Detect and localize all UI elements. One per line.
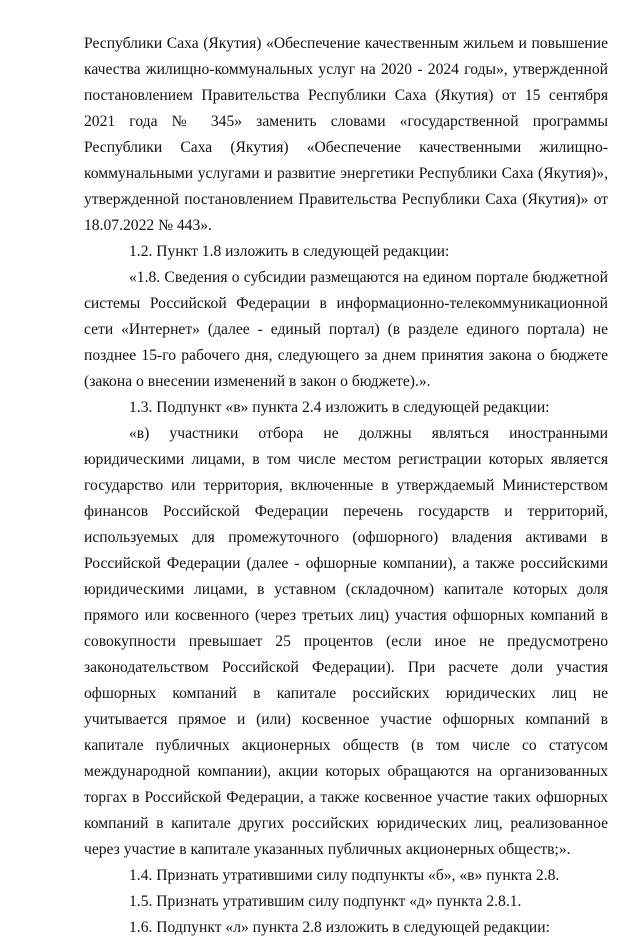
- paragraph-item-1-4: 1.4. Признать утратившими силу подпункты «б», «в» пункта 2.8.: [129, 867, 560, 884]
- paragraph-continuation: Республики Саха (Якутия) «Обеспечение качественным жильем и повышение качества жилищно-коммунальных услуг на 2020 - 2024 годы», утвержденной постановлением Правительства Республики Саха (Якутия) от 15 сентября 2021 года № 345» заменить словами «государственной программы Республики Саха (Якутия) «Обеспечение качественными жилищно-коммунальными услугами и развитие энергетики Республики Саха (Якутия)», утвержденной постановлением Правительства Республики Саха (Якутия)» от 18.07.2022 № 443».: [84, 35, 608, 234]
- paragraph-quote-subitem-v: «в) участники отбора не должны являться иностранными юридическими лицами, в том числе местом регистрации которых является государство или территория, включенные в утверждаемый Министерством финансов Российской Федерации перечень государств и территорий, используемых для промежуточного (офшорного) владения активами в Российской Федерации (далее - офшорные компании), а также российскими юридическими лицами, в уставном (складочном) капитале которых доля прямого или косвенного (через третьих лиц) участия офшорных компаний в совокупности превышает 25 процентов (если иное не предусмотрено законодательством Российской Федерации). При расчете доли участия офшорных компаний в капитале российских юридических лиц не учитывается прямое и (или) косвенное участие офшорных компаний в капитале публичных акционерных обществ (в том числе со статусом международной компании), акции которых обращаются на организованных торгах в Российской Федерации, а также косвенное участие таких офшорных компаний в капитале других российских юридических лиц, реализованное через участие в капитале указанных публичных акционерных обществ;».: [84, 425, 608, 858]
- paragraph-item-1-2: 1.2. Пункт 1.8 изложить в следующей редакции:: [129, 243, 450, 260]
- paragraph-item-1-3: 1.3. Подпункт «в» пункта 2.4 изложить в следующей редакции:: [129, 399, 550, 416]
- paragraph-quote-1-8: «1.8. Сведения о субсидии размещаются на едином портале бюджетной системы Российской Федерации в информационно-телекоммуникационной сети «Интернет» (далее - единый портал) (в разделе единого портала) не позднее 15-го рабочего дня, следующего за днем принятия закона о бюджете (закона о внесении изменений в закон о бюджете).».: [84, 269, 608, 390]
- paragraph-item-1-5: 1.5. Признать утратившим силу подпункт «д» пункта 2.8.1.: [129, 893, 522, 910]
- paragraph-item-1-6: 1.6. Подпункт «л» пункта 2.8 изложить в следующей редакции:: [129, 919, 550, 936]
